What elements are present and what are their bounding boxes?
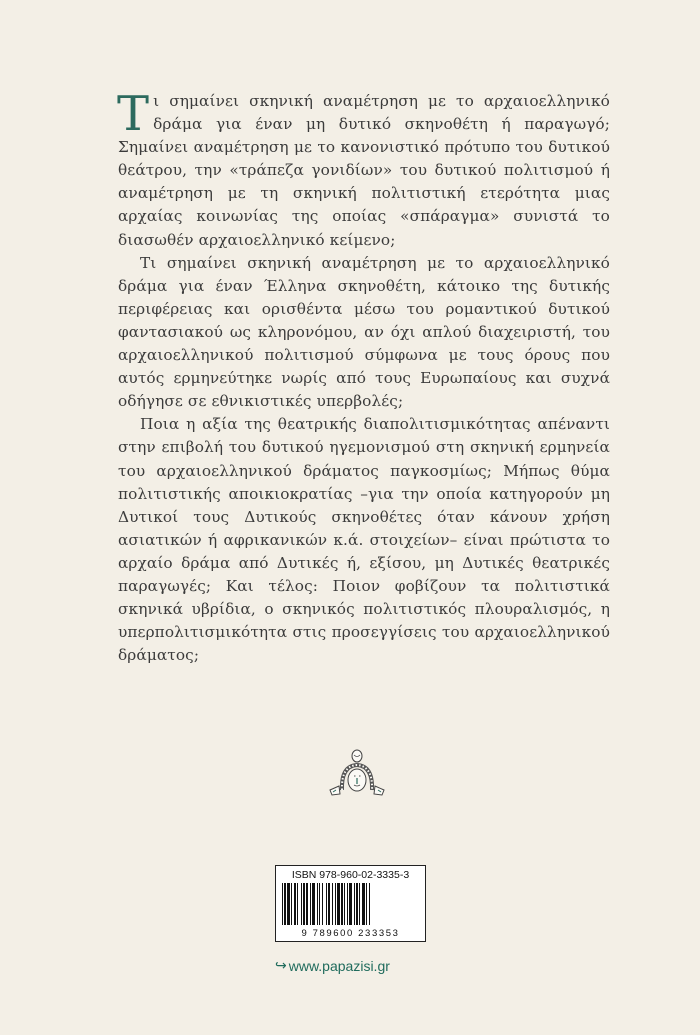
isbn-barcode [275,865,426,942]
publisher-emblem-icon [328,746,386,802]
paragraph-2: Τι σημαίνει σκηνική αναμέτρηση με το αρχαιοελληνικό δράμα για έναν Έλληνα σκηνοθέτη, κάτοικο της δυτικής περιφέρειας και ορισθέντα μέσω του ρομαντικού δυτικού φαντασιακού ως κληρονόμου, αν όχι απλού διαχειριστή, του αρχαιοελληνικού πολιτισμού σύμφωνα με τους όρους που αυτός ερμηνεύτηκε νωρίς από τους Ευρωπαίους και συχνά οδήγησε σε εθνικιστικές υπερβολές; [118,253,610,411]
isbn-label: ISBN 978-960-02-3335-3 [291,869,410,881]
back-cover-text [117,86,610,667]
arrow-right-hook-icon: ↪ [275,957,287,973]
website-text[interactable]: www.papazisi.gr [288,957,390,974]
barcode-icon [282,883,419,925]
drop-cap: Τ [117,86,150,142]
paragraph-1-text: ι σημαίνει σκηνική αναμέτρηση με το αρχαιοελληνικό δράμα για έναν μη δυτικό σκηνοθέτη ή παραγωγό; Σημαίνει αναμέτρηση με το κανονιστικό πρότυπο του δυτικού θεάτρου, την «τράπεζα γονιδίων» του δυτικού πολιτισμού ή αναμέτρηση με τη σκηνική πολιτιστική ετερότητα μιας αρχαίας κοινωνίας της οποίας «σπάραγμα» συνιστά το διασωθέν αρχαιοελληνικό κείμενο; [118,92,610,249]
paragraph-3: Ποια η αξία της θεατρικής διαπολιτισμικότητας απέναντι στην επιβολή του δυτικού ηγεμονισμού στη σκηνική ερμηνεία του αρχαιοελληνικού δράματος παγκοσμίως; Μήπως θύμα πολιτιστικής αποικιοκρατίας –για την οποία κατηγορούν μη Δυτικοί τους Δυτικούς σκηνοθέτες όταν κάνουν χρήση ασιατικών ή αφρικανικών κ.ά. στοιχείων– είναι πρώτιστα το αρχαίο δράμα από Δυτικές ή, εξίσου, μη Δυτικές θεατρικές παραγωγές; Και τέλος: Ποιον φοβίζουν τα πολιτιστικά σκηνικά υβρίδια, ο σκηνικός πολιτιστικός πλουραλισμός, η υπερπολιτισμικότητα στις προσεγγίσεις του αρχαιοελληνικού δράματος; [118,415,610,665]
publisher-website-link[interactable] [275,957,430,974]
isbn-digits: 9 789600 233353 [301,928,400,939]
paragraph-1 [117,86,610,252]
